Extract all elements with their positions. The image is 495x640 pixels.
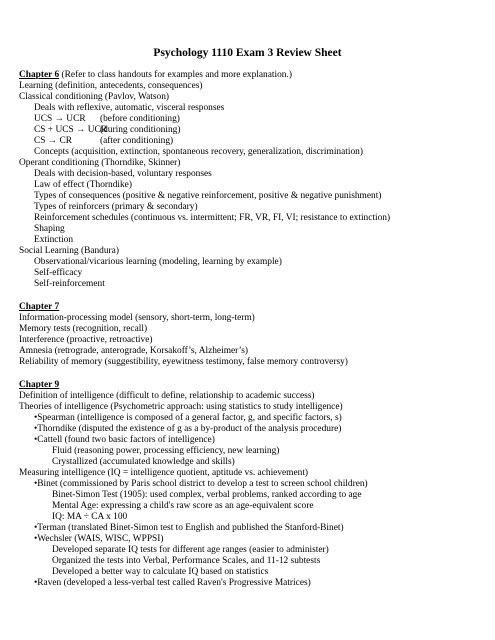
topic-line: Definition of intelligence (difficult to define, relationship to academic success): [19, 391, 315, 401]
conditioning-formula: CS → CR: [34, 136, 73, 146]
chapter-heading-line: [19, 302, 59, 313]
conditioning-phase: (before conditioning): [100, 114, 180, 124]
chapter-heading: Chapter 9: [19, 380, 60, 390]
subtopic-line: •Terman (translated Binet-Simon test to English and published the Stanford-Binet): [34, 523, 344, 533]
subtopic-line: •Binet (commissioned by Paris school district to develop a test to screen school children): [34, 479, 368, 489]
chapter-heading: Chapter 7: [19, 302, 60, 312]
topic-line: Operant conditioning (Thorndike, Skinner): [19, 158, 181, 168]
conditioning-formula-line: [34, 114, 180, 125]
topic-line: Interference (proactive, retroactive): [19, 335, 153, 345]
topic-line: Information-processing model (sensory, short-term, long-term): [19, 313, 255, 323]
topic-line: Measuring intelligence (IQ = intelligence quotient, aptitude vs. achievement): [19, 468, 309, 478]
subtopic-line: Reinforcement schedules (continuous vs. intermittent; FR, VR, FI, VI; resistance to extinction): [34, 213, 391, 223]
subtopic-line: •Thorndike (disputed the existence of g as a by-product of the analysis procedure): [34, 424, 342, 434]
subtopic-line: Organized the tests into Verbal, Performance Scales, and 11-12 subtests: [52, 556, 321, 566]
subtopic-line: Self-reinforcement: [34, 279, 105, 289]
conditioning-formula-line: [34, 136, 173, 147]
subtopic-line: Mental Age: expressing a child's raw score as an age-equivalent score: [52, 501, 314, 511]
topic-line: Memory tests (recognition, recall): [19, 324, 148, 334]
subtopic-line: Developed separate IQ tests for different age ranges (easier to administer): [52, 545, 329, 555]
conditioning-formula-line: [34, 125, 180, 136]
subtopic-line: Law of effect (Thorndike): [34, 180, 132, 190]
topic-line: Classical conditioning (Pavlov, Watson): [19, 92, 170, 102]
subtopic-line: IQ: MA ÷ CA x 100: [52, 512, 128, 522]
subtopic-line: Concepts (acquisition, extinction, spontaneous recovery, generalization, discrimination): [34, 147, 363, 157]
chapter-heading-line: [19, 380, 59, 391]
subtopic-line: Crystallized (accumulated knowledge and skills): [52, 457, 235, 467]
chapter-heading: Chapter 6: [19, 70, 60, 80]
subtopic-line: Types of consequences (positive & negative reinforcement, positive & negative punishment): [34, 191, 382, 201]
topic-line: Theories of intelligence (Psychometric approach: using statistics to study intelligence): [19, 402, 343, 412]
conditioning-phase: (after conditioning): [100, 136, 174, 146]
page-title: Psychology 1110 Exam 3 Review Sheet: [153, 47, 342, 59]
subtopic-line: Shaping: [34, 224, 65, 234]
subtopic-line: •Cattell (found two basic factors of intelligence): [34, 435, 215, 445]
chapter-heading-line: [19, 70, 292, 81]
subtopic-line: Binet-Simon Test (1905): used complex, verbal problems, ranked according to age: [52, 490, 362, 500]
topic-line: Social Learning (Bandura): [19, 246, 119, 256]
subtopic-line: •Wechsler (WAIS, WISC, WPPSI): [34, 534, 164, 544]
subtopic-line: Developed a better way to calculate IQ based on statistics: [52, 567, 269, 577]
subtopic-line: Self-efficacy: [34, 268, 83, 278]
subtopic-line: Fluid (reasoning power, processing efficiency, new learning): [52, 446, 280, 456]
subtopic-line: •Raven (developed a less-verbal test called Raven's Progressive Matrices): [34, 578, 311, 588]
conditioning-phase: (during conditioning): [100, 125, 181, 135]
conditioning-formula: CS + UCS → UCR: [34, 125, 108, 135]
topic-line: Reliability of memory (suggestibility, eyewitness testimony, false memory controversy): [19, 357, 348, 367]
subtopic-line: Extinction: [34, 235, 74, 245]
topic-line: Learning (definition, antecedents, consequences): [19, 81, 203, 91]
subtopic-line: Observational/vicarious learning (modeling, learning by example): [34, 257, 282, 267]
subtopic-line: Deals with reflexive, automatic, visceral responses: [34, 103, 225, 113]
topic-line: Amnesia (retrograde, anterograde, Korsakoff’s, Alzheimer’s): [19, 346, 248, 356]
subtopic-line: Deals with decision-based, voluntary responses: [34, 169, 212, 179]
subtopic-line: Types of reinforcers (primary & secondary): [34, 202, 198, 212]
subtopic-line: •Spearman (intelligence is composed of a general factor, g, and specific factors, s): [34, 413, 342, 423]
conditioning-formula: UCS → UCR: [34, 114, 86, 124]
chapter-note: (Refer to class handouts for examples and more explanation.): [59, 70, 292, 80]
